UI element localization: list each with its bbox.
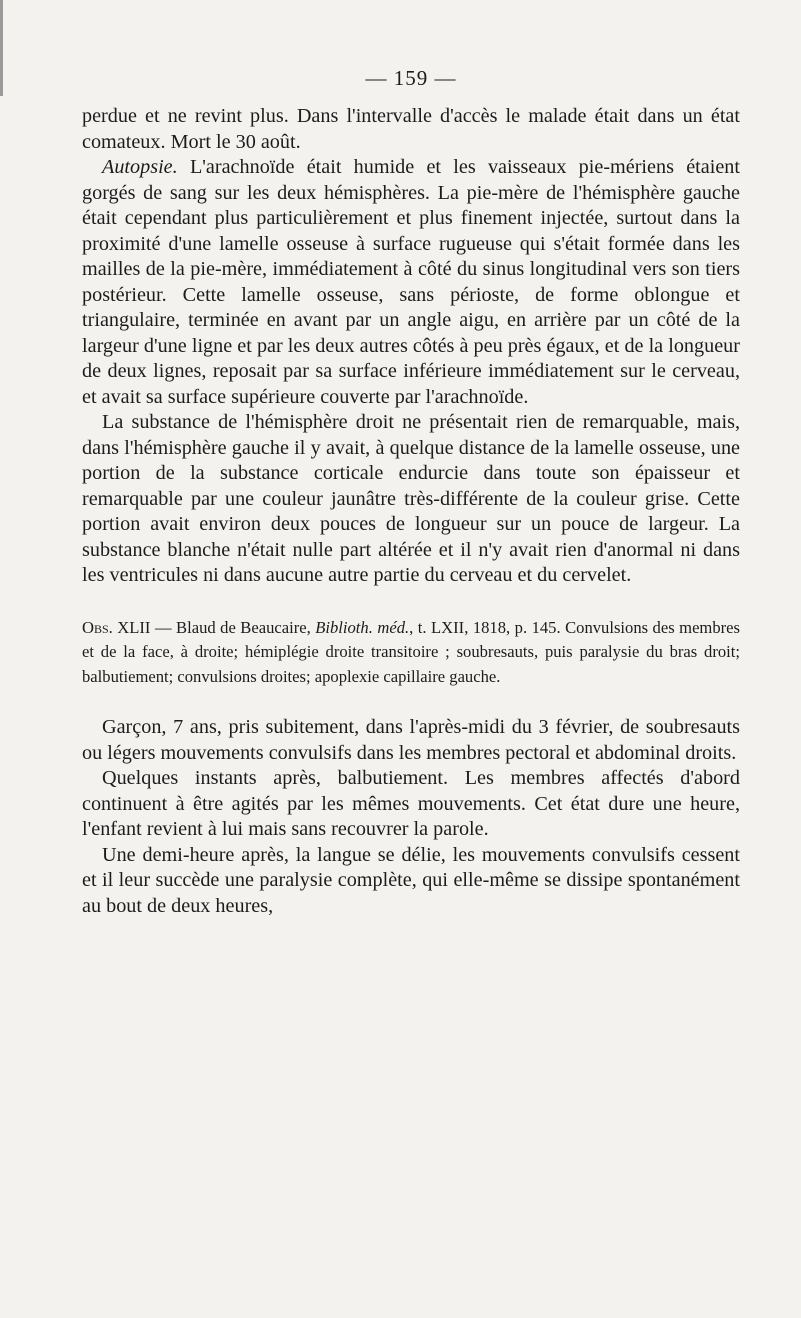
book-page xyxy=(82,0,740,1318)
observation-summary: , t. LXII, 1818, p. 145. Convulsions des membres et de la face, à droite; hémiplégie droite transitoire ; soubresauts, puis paralysie du bras droit; balbutiement; convulsions droites; apoplexie capillaire gauche. xyxy=(82,617,740,686)
autopsie-heading: Autopsie. xyxy=(102,156,178,178)
page-number: — 159 — xyxy=(365,66,457,90)
paragraph-case-progress: Quelques instants après, balbutiement. Les membres affectés d'abord continuent à être agités par les mêmes mouvements. Cet état dure une heure, l'enfant revient à lui mais sans recouvrer la parole. xyxy=(82,767,740,840)
paragraph-case-intro: Garçon, 7 ans, pris subitement, dans l'après-midi du 3 février, de soubresauts ou légers mouvements convulsifs dans les membres pectoral et abdominal droits. xyxy=(82,716,740,764)
paragraph-autopsie xyxy=(82,155,740,410)
page-edge-rule xyxy=(0,0,3,96)
paragraph-substance: La substance de l'hémisphère droit ne présentait rien de remarquable, mais, dans l'hémisphère gauche il y avait, à quelque distance de la lamelle osseuse, une portion de la substance corticale endurcie dans toute son épaisseur et remarquable par une couleur jaunâtre très-différente de la couleur grise. Cette portion avait environ deux pouces de longueur sur un pouce de largeur. La substance blanche n'était nulle part altérée et il n'y avait rien d'anormal ni dans les ventricules ni dans aucune autre partie du cerveau et du cervelet. xyxy=(82,411,740,586)
paragraph-case-resolution: Une demi-heure après, la langue se délie, les mouvements convulsifs cessent et il leur succède une paralysie complète, qui elle-même se dissipe spontanément au bout de deux heures, xyxy=(82,843,740,917)
observation-label: Obs. XLII xyxy=(82,617,151,637)
paragraph-continuation: perdue et ne revint plus. Dans l'intervalle d'accès le malade était dans un état comateux. Mort le 30 août. xyxy=(82,105,740,153)
body-text xyxy=(82,104,740,919)
observation-author: — Blaud de Beaucaire, xyxy=(150,617,316,637)
observation-source: Biblioth. méd. xyxy=(315,617,410,637)
observation-heading xyxy=(82,616,740,690)
autopsie-text: L'arachnoïde était humide et les vaisseaux pie-mériens étaient gorgés de sang sur les deux hémisphères. La pie-mère de l'hémisphère gauche était cependant plus particulièrement et plus finement injectée, surtout dans la proximité d'une lamelle osseuse à surface rugueuse qui s'était formée dans les mailles de la pie-mère, immédiatement à côté du sinus longitudinal vers son tiers postérieur. Cette lamelle osseuse, sans périoste, de forme oblongue et triangulaire, terminée en avant par un angle aigu, en arrière par un côté de la largeur d'une ligne et par les deux autres côtés à peu près égaux, et de la longueur de deux lignes, reposait par sa surface inférieure immédiatement sur le cerveau, et avait sa surface supérieure couverte par l'arachnoïde. xyxy=(82,156,740,408)
